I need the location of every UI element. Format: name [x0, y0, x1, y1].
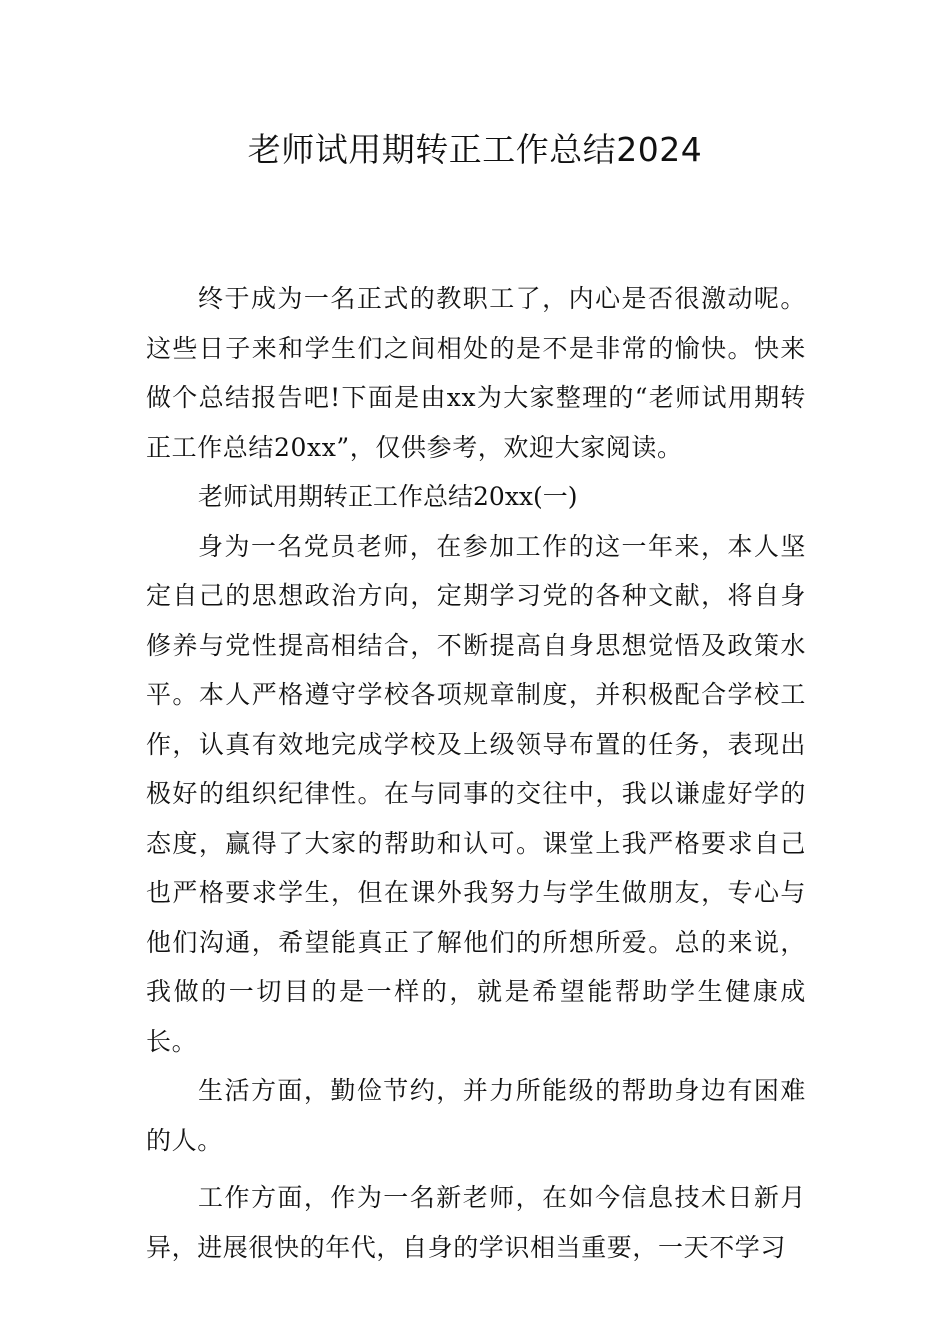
- section-heading: 老师试用期转正工作总结20xx(一): [198, 482, 578, 511]
- document-title: 老师试用期转正工作总结2024: [247, 130, 703, 169]
- document-body: [146, 274, 806, 1272]
- body-paragraph-life: 生活方面，勤俭节约，并力所能级的帮助身边有困难的人。: [146, 1076, 806, 1155]
- intro-paragraph: 终于成为一名正式的教职工了，内心是否很激动呢。这些日子来和学生们之间相处的是不是非常的愉快。快来做个总结报告吧!下面是由xx为大家整理的“老师试用期转正工作总结20xx”，仅供参考，欢迎大家阅读。: [146, 284, 806, 462]
- body-paragraph-conduct: 身为一名党员老师，在参加工作的这一年来，本人坚定自己的思想政治方向，定期学习党的各种文献，将自身修养与党性提高相结合，不断提高自身思想觉悟及政策水平。本人严格遵守学校各项规章制度，并积极配合学校工作，认真有效地完成学校及上级领导布置的任务，表现出极好的组织纪律性。在与同事的交往中，我以谦虚好学的态度，赢得了大家的帮助和认可。课堂上我严格要求自己也严格要求学生，但在课外我努力与学生做朋友，专心与他们沟通，希望能真正了解他们的所想所爱。总的来说，我做的一切目的是一样的，就是希望能帮助学生健康成长。: [146, 531, 806, 1056]
- body-paragraph-work: 工作方面，作为一名新老师，在如今信息技术日新月异，进展很快的年代，自身的学识相当重要，一天不学习: [146, 1183, 806, 1262]
